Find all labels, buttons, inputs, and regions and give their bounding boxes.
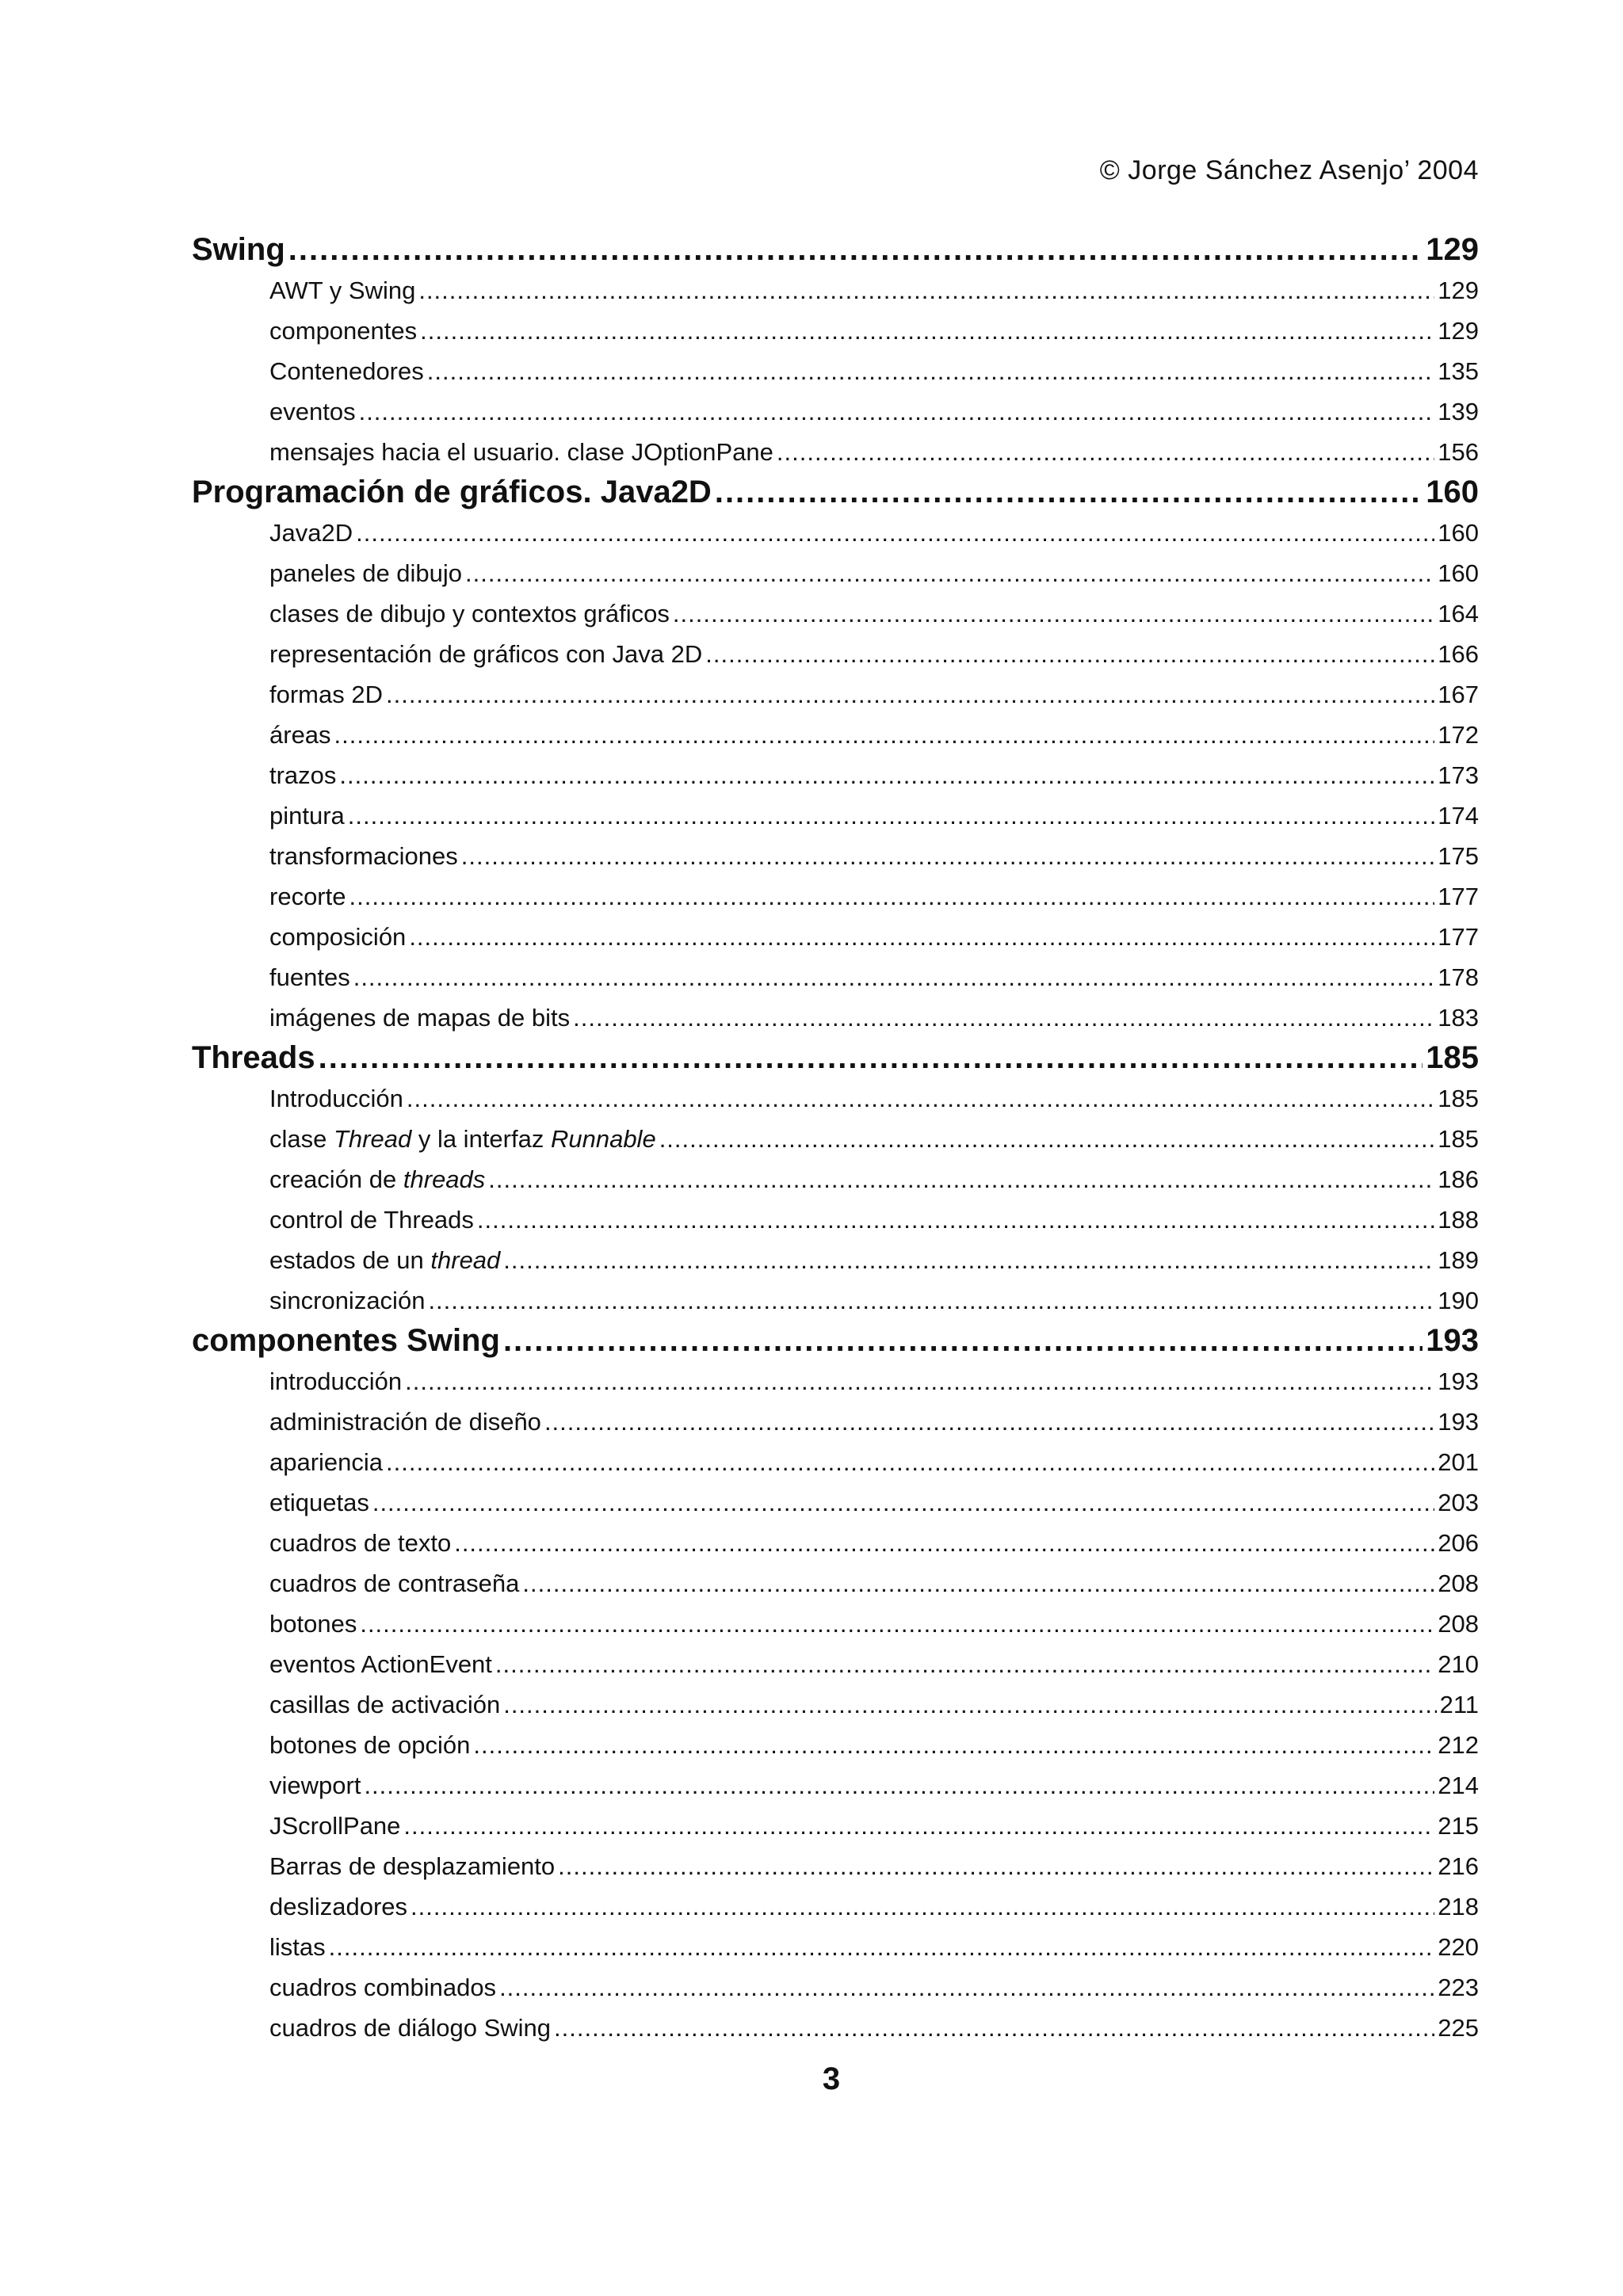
toc-section-entry[interactable] bbox=[192, 1927, 1479, 1967]
toc-section-entry[interactable] bbox=[192, 1402, 1479, 1442]
toc-entry-page: 177 bbox=[1438, 883, 1479, 910]
toc-section-entry[interactable] bbox=[192, 1442, 1479, 1482]
toc-entry-page: 208 bbox=[1438, 1569, 1479, 1597]
toc-entry-title: Swing bbox=[192, 232, 285, 267]
toc-entry-page: 206 bbox=[1438, 1529, 1479, 1557]
toc-title-part: thread bbox=[430, 1246, 501, 1274]
toc-section-entry[interactable] bbox=[192, 997, 1479, 1038]
toc-entry-title: fuentes bbox=[269, 963, 350, 991]
dot-leader bbox=[407, 1078, 1434, 1119]
toc-title-part: estados de un bbox=[269, 1246, 431, 1274]
dot-leader bbox=[420, 311, 1434, 351]
toc-entry-page: 211 bbox=[1439, 1691, 1479, 1718]
toc-entry-title: composición bbox=[269, 923, 407, 951]
toc-entry-title: paneles de dibujo bbox=[269, 559, 463, 587]
toc-entry-title: sincronización bbox=[269, 1287, 426, 1314]
dot-leader bbox=[715, 472, 1423, 513]
toc-entry-title: pintura bbox=[269, 802, 345, 830]
dot-leader bbox=[372, 1482, 1434, 1523]
toc-section-entry[interactable] bbox=[192, 755, 1479, 795]
toc-entry-page: 203 bbox=[1438, 1489, 1479, 1516]
toc-title-part: y la interfaz bbox=[411, 1125, 551, 1153]
toc-entry-page: 193 bbox=[1438, 1408, 1479, 1436]
toc-entry-page: 201 bbox=[1438, 1448, 1479, 1476]
toc-section-entry[interactable] bbox=[192, 795, 1479, 836]
toc-chapter-entry[interactable] bbox=[192, 1038, 1479, 1078]
toc-entry-title: trazos bbox=[269, 761, 337, 789]
toc-section-entry[interactable] bbox=[192, 674, 1479, 715]
toc-entry-page: 178 bbox=[1438, 963, 1479, 991]
dot-leader bbox=[777, 432, 1434, 472]
toc-entry-page: 210 bbox=[1438, 1650, 1479, 1678]
dot-leader bbox=[403, 1806, 1434, 1846]
dot-leader bbox=[339, 755, 1434, 795]
page-number: 3 bbox=[822, 2061, 841, 2096]
toc-title-part: Thread bbox=[333, 1125, 412, 1153]
dot-leader bbox=[503, 1321, 1423, 1361]
dot-leader bbox=[364, 1765, 1434, 1806]
toc-entry-title: recorte bbox=[269, 883, 346, 910]
toc-entry-page: 173 bbox=[1438, 761, 1479, 789]
toc-entry-title: etiquetas bbox=[269, 1489, 369, 1516]
toc-entry-page: 214 bbox=[1438, 1772, 1479, 1799]
dot-leader bbox=[353, 957, 1435, 997]
toc-entry-page: 160 bbox=[1438, 519, 1479, 547]
toc-section-entry[interactable] bbox=[192, 1280, 1479, 1321]
toc-section-entry[interactable] bbox=[192, 876, 1479, 917]
toc-entry-title bbox=[269, 1159, 485, 1199]
toc-section-entry[interactable] bbox=[192, 957, 1479, 997]
toc-chapter-entry[interactable] bbox=[192, 230, 1479, 270]
toc-entry-title: botones de opción bbox=[269, 1731, 471, 1759]
toc-section-entry[interactable] bbox=[192, 1159, 1479, 1199]
toc-entry-title: componentes Swing bbox=[192, 1323, 500, 1358]
toc-title-part: creación de bbox=[269, 1165, 403, 1193]
toc-entry-title: Introducción bbox=[269, 1085, 403, 1112]
toc-entry-page: 190 bbox=[1438, 1287, 1479, 1314]
toc-section-entry[interactable] bbox=[192, 1482, 1479, 1523]
toc-entry-title: casillas de activación bbox=[269, 1691, 501, 1718]
toc-entry-page: 160 bbox=[1438, 559, 1479, 587]
page-header-copyright: © Jorge Sánchez Asenjo’ 2004 bbox=[1099, 155, 1479, 185]
dot-leader bbox=[427, 351, 1435, 391]
dot-leader bbox=[544, 1402, 1434, 1442]
dot-leader bbox=[411, 1886, 1434, 1927]
dot-leader bbox=[329, 1927, 1435, 1967]
toc-section-entry[interactable] bbox=[192, 1119, 1479, 1159]
toc-entry-title: eventos ActionEvent bbox=[269, 1650, 492, 1678]
toc-entry-page: 223 bbox=[1438, 1974, 1479, 2001]
dot-leader bbox=[334, 715, 1435, 755]
toc-entry-page: 129 bbox=[1426, 232, 1479, 267]
toc-entry-page: 225 bbox=[1438, 2014, 1479, 2042]
toc-section-entry[interactable] bbox=[192, 432, 1479, 472]
toc-entry-page: 166 bbox=[1438, 640, 1479, 668]
toc-section-entry[interactable] bbox=[192, 1886, 1479, 1927]
toc-entry-page: 129 bbox=[1438, 277, 1479, 304]
dot-leader bbox=[428, 1280, 1434, 1321]
toc-section-entry[interactable] bbox=[192, 311, 1479, 351]
toc-entry-title: administración de diseño bbox=[269, 1408, 541, 1436]
toc-entry-title bbox=[269, 1240, 500, 1280]
toc-entry-page: 167 bbox=[1438, 681, 1479, 708]
toc-section-entry[interactable] bbox=[192, 1846, 1479, 1886]
toc-section-entry[interactable] bbox=[192, 2008, 1479, 2048]
dot-leader bbox=[465, 553, 1434, 593]
toc-entry-title: Programación de gráficos. Java2D bbox=[192, 475, 712, 509]
toc-section-entry[interactable] bbox=[192, 917, 1479, 957]
toc-chapter-entry[interactable] bbox=[192, 472, 1479, 513]
toc-entry-title: transformaciones bbox=[269, 842, 458, 870]
toc-entry-title: Java2D bbox=[269, 519, 353, 547]
toc-entry-title: Threads bbox=[192, 1040, 315, 1075]
toc-section-entry[interactable] bbox=[192, 1806, 1479, 1846]
toc-entry-title: cuadros de diálogo Swing bbox=[269, 2014, 552, 2042]
toc-entry-page: 160 bbox=[1426, 475, 1479, 509]
dot-leader bbox=[499, 1967, 1434, 2008]
toc-entry-page: 218 bbox=[1438, 1893, 1479, 1920]
toc-section-entry[interactable] bbox=[192, 1684, 1479, 1725]
toc-entry-title: formas 2D bbox=[269, 681, 383, 708]
toc-entry-page: 189 bbox=[1438, 1246, 1479, 1274]
toc-section-entry[interactable] bbox=[192, 1078, 1479, 1119]
dot-leader bbox=[705, 634, 1434, 674]
toc-section-entry[interactable] bbox=[192, 553, 1479, 593]
dot-leader bbox=[356, 513, 1434, 553]
dot-leader bbox=[673, 593, 1434, 634]
dot-leader bbox=[503, 1240, 1434, 1280]
toc-entry-page: 129 bbox=[1438, 317, 1479, 345]
toc-entry-title: mensajes hacia el usuario. clase JOptionPane bbox=[269, 438, 773, 466]
toc-entry-page: 139 bbox=[1438, 398, 1479, 425]
toc-entry-page: 188 bbox=[1438, 1206, 1479, 1234]
toc-entry-page: 215 bbox=[1438, 1812, 1479, 1840]
toc-section-entry[interactable] bbox=[192, 1765, 1479, 1806]
toc-section-entry[interactable] bbox=[192, 836, 1479, 876]
table-of-contents bbox=[192, 230, 1479, 2048]
dot-leader bbox=[573, 997, 1434, 1038]
toc-entry-title: eventos bbox=[269, 398, 356, 425]
dot-leader bbox=[554, 2008, 1434, 2048]
toc-entry-title: imágenes de mapas de bits bbox=[269, 1004, 571, 1032]
toc-section-entry[interactable] bbox=[192, 391, 1479, 432]
dot-leader bbox=[522, 1563, 1434, 1604]
toc-entry-page: 220 bbox=[1438, 1933, 1479, 1961]
toc-entry-page: 208 bbox=[1438, 1610, 1479, 1638]
toc-entry-title: introducción bbox=[269, 1367, 403, 1395]
toc-entry-title: cuadros de texto bbox=[269, 1529, 452, 1557]
dot-leader bbox=[319, 1038, 1423, 1078]
toc-section-entry[interactable] bbox=[192, 513, 1479, 553]
toc-section-entry[interactable] bbox=[192, 634, 1479, 674]
toc-entry-page: 193 bbox=[1426, 1323, 1479, 1358]
toc-entry-page: 183 bbox=[1438, 1004, 1479, 1032]
dot-leader bbox=[477, 1199, 1434, 1240]
dot-leader bbox=[386, 1442, 1434, 1482]
dot-leader bbox=[495, 1644, 1434, 1684]
toc-entry-title: cuadros combinados bbox=[269, 1974, 497, 2001]
toc-section-entry[interactable] bbox=[192, 270, 1479, 311]
toc-entry-title: AWT y Swing bbox=[269, 277, 416, 304]
toc-entry-page: 175 bbox=[1438, 842, 1479, 870]
toc-entry-page: 212 bbox=[1438, 1731, 1479, 1759]
dot-leader bbox=[405, 1361, 1434, 1402]
toc-section-entry[interactable] bbox=[192, 1604, 1479, 1644]
toc-entry-title: representación de gráficos con Java 2D bbox=[269, 640, 703, 668]
toc-entry-title: áreas bbox=[269, 721, 331, 749]
toc-section-entry[interactable] bbox=[192, 1644, 1479, 1684]
toc-entry-page: 174 bbox=[1438, 802, 1479, 830]
toc-entry-page: 193 bbox=[1438, 1367, 1479, 1395]
toc-entry-page: 216 bbox=[1438, 1852, 1479, 1880]
toc-chapter-entry[interactable] bbox=[192, 1321, 1479, 1361]
toc-section-entry[interactable] bbox=[192, 1523, 1479, 1563]
toc-entry-title: viewport bbox=[269, 1772, 361, 1799]
toc-section-entry[interactable] bbox=[192, 1563, 1479, 1604]
dot-leader bbox=[488, 1159, 1434, 1199]
toc-section-entry[interactable] bbox=[192, 1967, 1479, 2008]
toc-title-part: Runnable bbox=[550, 1125, 656, 1153]
toc-entry-title: Barras de desplazamiento bbox=[269, 1852, 556, 1880]
toc-entry-page: 172 bbox=[1438, 721, 1479, 749]
toc-title-part: clase bbox=[269, 1125, 334, 1153]
toc-entry-page: 164 bbox=[1438, 600, 1479, 627]
toc-entry-page: 185 bbox=[1438, 1085, 1479, 1112]
toc-entry-page: 177 bbox=[1438, 923, 1479, 951]
dot-leader bbox=[454, 1523, 1434, 1563]
toc-entry-title bbox=[269, 1119, 656, 1159]
dot-leader bbox=[473, 1725, 1434, 1765]
dot-leader bbox=[359, 391, 1435, 432]
toc-section-entry[interactable] bbox=[192, 351, 1479, 391]
dot-leader bbox=[503, 1684, 1436, 1725]
toc-entry-title: JScrollPane bbox=[269, 1812, 401, 1840]
toc-entry-title: listas bbox=[269, 1933, 326, 1961]
toc-entry-title: clases de dibujo y contextos gráficos bbox=[269, 600, 670, 627]
dot-leader bbox=[349, 876, 1434, 917]
toc-section-entry[interactable] bbox=[192, 715, 1479, 755]
dot-leader bbox=[360, 1604, 1434, 1644]
dot-leader bbox=[461, 836, 1434, 876]
toc-entry-page: 135 bbox=[1438, 357, 1479, 385]
toc-section-entry[interactable] bbox=[192, 1361, 1479, 1402]
toc-section-entry[interactable] bbox=[192, 1725, 1479, 1765]
toc-entry-title: botones bbox=[269, 1610, 357, 1638]
toc-section-entry[interactable] bbox=[192, 1240, 1479, 1280]
toc-entry-page: 186 bbox=[1438, 1165, 1479, 1193]
toc-entry-title: control de Threads bbox=[269, 1206, 474, 1234]
toc-entry-title: Contenedores bbox=[269, 357, 424, 385]
toc-entry-title: cuadros de contraseña bbox=[269, 1569, 520, 1597]
dot-leader bbox=[386, 674, 1434, 715]
dot-leader bbox=[288, 230, 1423, 270]
toc-section-entry[interactable] bbox=[192, 1199, 1479, 1240]
dot-leader bbox=[409, 917, 1434, 957]
toc-entry-page: 185 bbox=[1426, 1040, 1479, 1075]
toc-entry-title: apariencia bbox=[269, 1448, 384, 1476]
toc-entry-page: 185 bbox=[1438, 1125, 1479, 1153]
toc-entry-title: deslizadores bbox=[269, 1893, 408, 1920]
dot-leader bbox=[558, 1846, 1434, 1886]
toc-section-entry[interactable] bbox=[192, 593, 1479, 634]
dot-leader bbox=[659, 1119, 1435, 1159]
dot-leader bbox=[418, 270, 1434, 311]
toc-title-part: threads bbox=[403, 1165, 486, 1193]
dot-leader bbox=[348, 795, 1434, 836]
toc-entry-title: componentes bbox=[269, 317, 418, 345]
toc-entry-page: 156 bbox=[1438, 438, 1479, 466]
